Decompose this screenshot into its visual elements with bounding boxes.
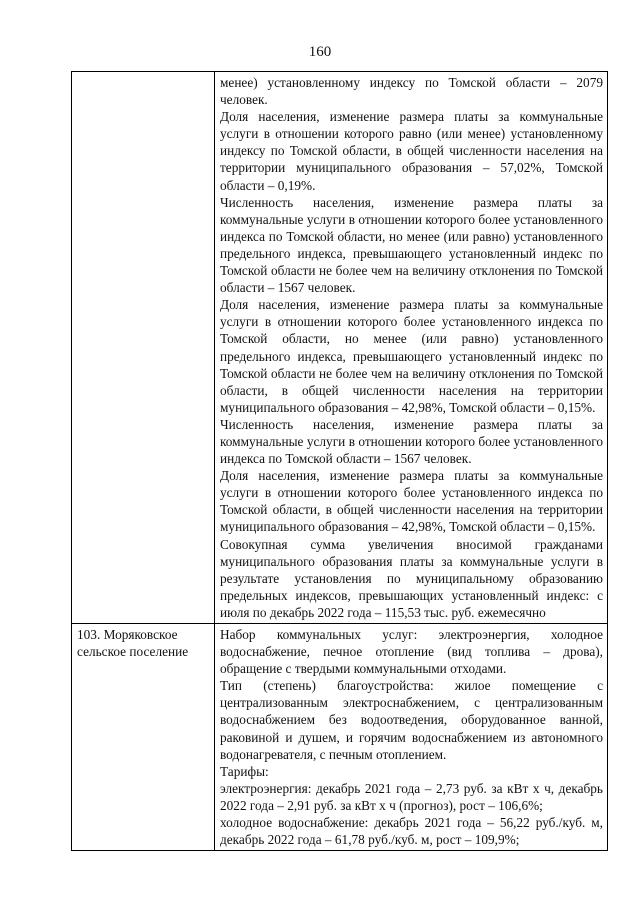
paragraph: электроэнергия: декабрь 2021 года – 2,73 руб. за кВт х ч, декабрь 2022 года – 2,91 руб. за кВт х ч (прогноз), рост – 106,6%; [220, 780, 603, 813]
municipality-cell [72, 72, 215, 624]
data-table [71, 71, 608, 851]
paragraph: Тарифы: [220, 763, 269, 779]
table-row [72, 72, 608, 624]
paragraph: Доля населения, изменение размера платы за коммунальные услуги в отношении которого более установленного индекса по Томской области, в общей численности населения на территории муниципального образования – 42,98%, Томской области – 0,15%. [220, 468, 603, 535]
paragraph: холодное водоснабжение: декабрь 2021 года – 56,22 руб./куб. м, декабрь 2022 года – 61,78 руб./куб. м, рост – 109,9%; [220, 815, 603, 848]
paragraph: Доля населения, изменение размера платы за коммунальные услуги в отношении которого более установленного индекса по Томской области, но менее (или равно) установленного предельного индекса, превышающего установленный индекс по Томской области не более чем на величину отклонения по Томской области, в общей численности населения на территории муниципального образования – 42,98%, Томской области – 0,15%. [220, 297, 603, 415]
paragraph: Численность населения, изменение размера платы за коммунальные услуги в отношении которого более установленного индекса по Томской области, но менее (или равно) установленного предельного индекса, превышающего установленный индекс по Томской области не более чем на величину отклонения по Томской области – 1567 человек. [220, 194, 603, 296]
details-cell [215, 72, 608, 624]
page-number: 160 [308, 44, 332, 60]
table-row [72, 624, 608, 851]
paragraph: Совокупная сумма увеличения вносимой гражданами муниципального образования платы за коммунальные услуги в результате установления по муниципальному образованию предельных индексов, превышающих установленный индекс: с июля по декабрь 2022 года – 115,53 тыс. руб. ежемесячно [220, 536, 603, 620]
paragraph: Тип (степень) благоустройства: жилое помещение с централизованным электроснабжением, с централизованным водоснабжением без водоотведения, оборудованное ванной, раковиной и душем, и горячим водоснабжением из автономного водонагревателя, с печным отоплением. [220, 678, 603, 762]
details-cell [215, 624, 608, 851]
municipality-name: 103. Моряковское сельское поселение [77, 627, 189, 660]
paragraph: менее) установленному индексу по Томской области – 2079 человек. [220, 75, 603, 108]
paragraph: Доля населения, изменение размера платы за коммунальные услуги в отношении которого равно (или менее) установленному индексу по Томской области, в общей численности населения на территории муниципального образования – 57,02%, Томской области – 0,19%. [220, 109, 603, 193]
paragraph: Набор коммунальных услуг: электроэнергия, холодное водоснабжение, печное отопление (вид топлива – дрова), обращение с твердыми коммунальными отходами. [220, 627, 603, 677]
municipality-cell [72, 624, 215, 851]
paragraph: Численность населения, изменение размера платы за коммунальные услуги в отношении которого более установленного индекса по Томской области – 1567 человек. [220, 416, 603, 467]
